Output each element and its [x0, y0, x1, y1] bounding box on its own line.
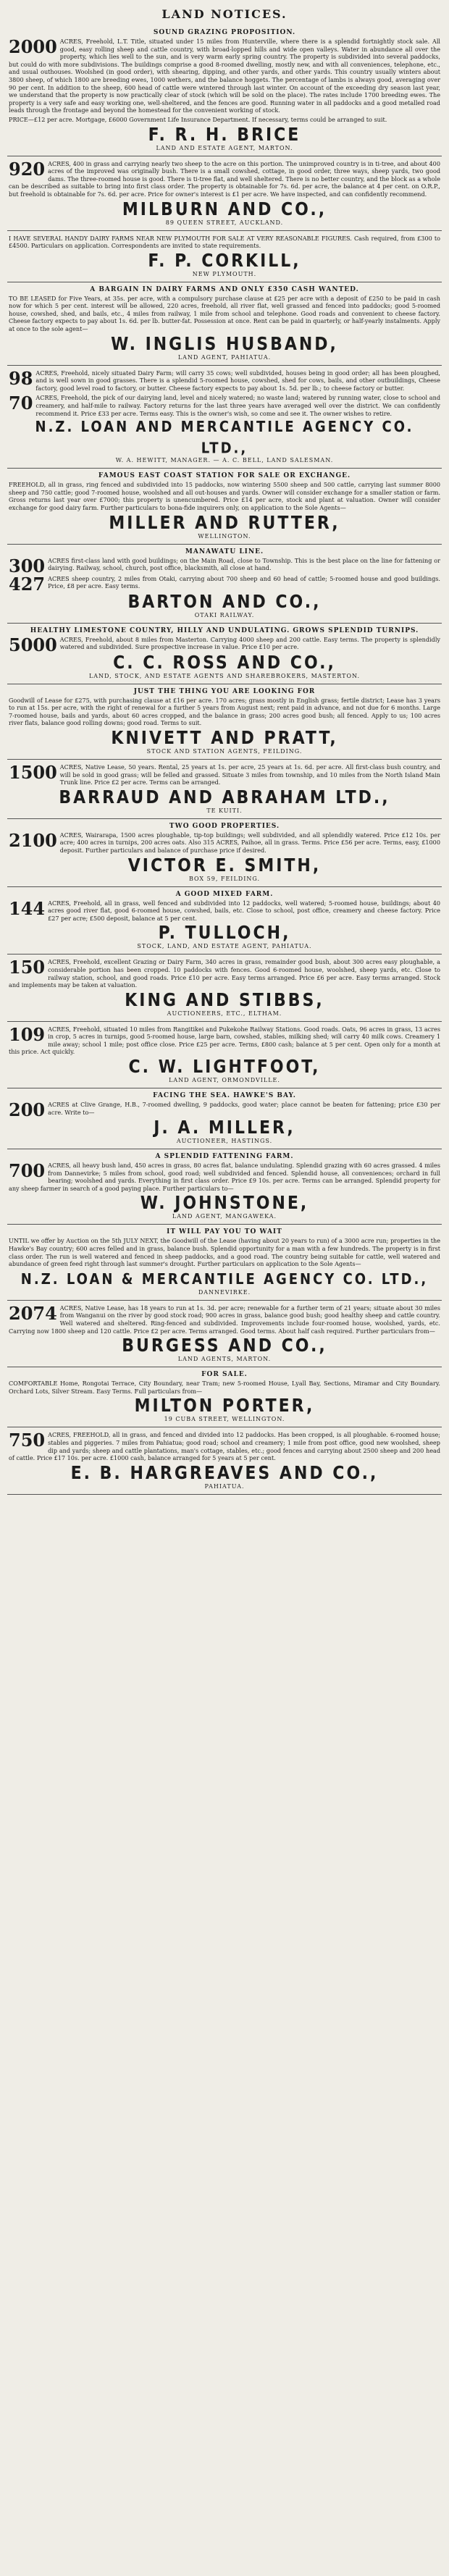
ad-heading: IT WILL PAY YOU TO WAIT — [167, 1228, 282, 1236]
ad-body — [9, 1162, 440, 1192]
ad-body-second — [9, 394, 440, 417]
advertiser-address: LAND AGENT, ORMONDVILLE. — [169, 1077, 280, 1084]
ad-text: ACRES, Freehold, nicely situated Dairy Farm; will carry 35 cows; well subdivided, houses being in good order; all has been ploughed, and is well sown in good grasses. There is a splendid 5-roomed house, cowshed, shed for cows, bails, and other outbuildings, Cheese factory, good level road to factory, or butter. Cheese factory expects to pay about 1s. 5d. per lb.; to cheese factory or butter. — [35, 369, 440, 392]
acreage-figure: 920 — [9, 158, 46, 180]
ad-heading: A BARGAIN IN DAIRY FARMS AND ONLY £350 CASH WANTED. — [90, 285, 359, 293]
ad-body — [9, 1099, 440, 1121]
land-advertisement — [7, 545, 442, 624]
advertiser-address: PAHIATUA. — [204, 1482, 245, 1490]
ad-body — [9, 831, 440, 855]
ad-body — [9, 1237, 440, 1267]
acreage-figure: 2074 — [9, 1302, 57, 1324]
advertiser-name: C. W. LIGHTFOOT, — [128, 1057, 321, 1078]
land-advertisement — [7, 366, 442, 469]
land-advertisement — [7, 1088, 442, 1149]
acreage-figure: 109 — [9, 1023, 46, 1045]
ad-heading: TWO GOOD PROPERTIES. — [169, 822, 280, 830]
ad-heading: FOR SALE. — [201, 1371, 248, 1379]
ad-text: UNTIL we offer by Auction on the 5th JULY NEXT, the Goodwill of the Lease (having about 20 years to run) of a 3000 acre run; properties in the Hawke's Bay country; 600 acres felled and in grass, balance bush. Splendid opportunity for a man with a few hundreds. The property is in first class order. The run is well watered and fenced in sheep paddocks, and a good road. The country being suitable for cattle, well watered and abundance of green feed right through last summer's drought. Further particulars on application to the Sole Agents— — [9, 1237, 440, 1268]
acreage-figure: 98 — [9, 367, 33, 389]
ad-text: ACRES, Freehold, the pick of our dairying land, level and nicely watered; no waste land; watered by running water, close to school and creamery, and half-mile to railway. Factory returns for the last three years have averaged well over the district. We can confidently recommend it. Price £33 per acre. Terms easy. This is the owner's wish, so come and see it. The owner wishes to retire. — [35, 394, 440, 417]
ad-body — [9, 481, 440, 511]
land-advertisement — [7, 624, 442, 684]
ad-text: ACRES, 400 in grass and carrying nearly two sheep to the acre on this portion. The unimproved country is in ti-tree, and about 400 acres of the improved was originally bush. There is a small cowshed, cottage, in good order, three ways, sheep yards, two good dams. The three-roomed house is good. There is ti-tree flat, and well sheltered. There is no better country, and the block as a whole can be described as suitable to bring into first class order. The property is obtainable for 7s. 6d. per acre, the balance at 4 per cent. on O.R.P., but freehold is obtainable for 7s. 6d. per acre. Price for owner's interest is £1 per acre. We have inspected, and can confidently recommend. — [9, 159, 440, 198]
ad-text: ACRES, Freehold, all in grass, well fenced and subdivided into 12 paddocks, well watered; 5-roomed house, buildings; about 40 acres good river flat, good 6-roomed house, cowshed, bails, etc. Close to school, post office, creamery and cheese factory. Price £27 per acre; £500 deposit, balance at 5 per cent. — [48, 899, 440, 922]
ad-text: COMFORTABLE Home, Rongotai Terrace, City Boundary, near Tram; new 5-roomed House, Lyall Bay, Sections, Miramar and City Boundary. Orchard Lots, Silver Stream. Easy Terms. Full particulars from— — [9, 1380, 440, 1395]
advertiser-address: AUCTIONEERS, ETC., ELTHAM. — [167, 1010, 282, 1017]
acreage-figure: 5000 — [9, 634, 57, 655]
ad-text: ACRES, Native Lease, 50 years. Rental, 25 years at 1s. per acre, 25 years at 1s. 6d. per acre. All first-class bush country, and will be sold in good grass; will be felled and grassed. Situate 3 miles from township, and 10 miles from the North Island Main Trunk line. Price £2 per acre. Terms can be arranged. — [59, 763, 440, 786]
advertiser-name: BARRAUD AND ABRAHAM LTD., — [59, 786, 390, 808]
land-notices-page — [7, 0, 442, 1495]
advertiser-name: BURGESS AND CO., — [122, 1335, 327, 1356]
advertiser-name: BARTON AND CO., — [127, 591, 322, 613]
advertiser-address: AUCTIONEER, HASTINGS. — [176, 1138, 273, 1145]
ad-text: ACRES at Clive Grange, H.B., 7-roomed dwelling, 9 paddocks, good water; place cannot be beaten for fattening; price £30 per acre. Write to— — [48, 1101, 440, 1116]
ad-body — [9, 899, 440, 923]
land-advertisement — [7, 1427, 442, 1494]
ad-heading: A GOOD MIXED FARM. — [175, 890, 274, 898]
land-advertisement — [7, 955, 442, 1021]
acreage-figure: 1500 — [9, 761, 57, 783]
ad-body — [9, 38, 440, 114]
acreage-figure: 427 — [9, 573, 46, 595]
advertiser-address: DANNEVIRKE. — [198, 1288, 251, 1296]
land-advertisement — [7, 819, 442, 887]
land-advertisement — [7, 684, 442, 760]
ad-heading: MANAWATU LINE. — [185, 547, 264, 555]
land-advertisement — [7, 1149, 442, 1225]
section-title: LAND NOTICES. — [161, 7, 288, 21]
ad-text: ACRES first-class land with good buildings; on the Main Road, close to Township. This is the best place on the line for fattening or dairying. Railway, school, church, post office, blacksmith, all close at hand. — [48, 556, 440, 572]
acreage-figure: 750 — [9, 1430, 46, 1451]
ad-body — [9, 697, 440, 727]
ad-heading: SOUND GRAZING PROPOSITION. — [153, 29, 296, 36]
land-advertisement — [7, 1022, 442, 1088]
ad-body — [9, 160, 440, 198]
land-advertisement — [7, 1367, 442, 1427]
acreage-figure: 2000 — [9, 36, 57, 57]
advertiser-address: WELLINGTON. — [198, 532, 251, 540]
advertiser-name: MILLER AND RUTTER, — [109, 512, 340, 534]
advertiser-address: STOCK, LAND, AND ESTATE AGENT, PAHIATUA. — [137, 943, 312, 950]
land-advertisement — [7, 469, 442, 544]
advertiser-name: VICTOR E. SMITH, — [127, 855, 322, 876]
advertiser-address: STOCK AND STATION AGENTS, FEILDING. — [146, 747, 303, 755]
ad-text: ACRES, Freehold, about 8 miles from Masterton. Carrying 4000 sheep and 200 cattle. Easy terms. The property is splendidly watered and subdivided. Sure prospective increase in value. Price £10 per acre. — [59, 635, 440, 651]
advertiser-address: LAND AGENTS, MARTON. — [177, 1356, 272, 1363]
ad-heading: JUST THE THING YOU ARE LOOKING FOR — [133, 687, 316, 695]
ad-body — [9, 369, 440, 393]
land-advertisement — [7, 887, 442, 955]
ad-text: ACRES, Wairarapa, 1500 acres ploughable, tip-top buildings; well subdivided, and all splendidly watered. Price £12 10s. per acre; 400 acres in turnips, 200 acres oats. Also 315 ACRES, Paihoe, all in grass. Terms. Price £56 per acre. Terms, easy, £1000 deposit. Further particulars and balance of purchase price if desired. — [59, 831, 440, 854]
land-advertisement — [7, 25, 442, 156]
land-advertisement — [7, 231, 442, 282]
ad-body-second — [9, 573, 440, 595]
advertiser-name: P. TULLOCH, — [158, 923, 291, 944]
ad-body — [9, 235, 440, 250]
ad-heading: FAMOUS EAST COAST STATION FOR SALE OR EXCHANGE. — [98, 472, 351, 480]
ad-body — [9, 1304, 440, 1335]
ad-text: ACRES, all heavy bush land, 450 acres in grass, 80 acres flat, balance undulating. Splendid grazing with 60 acres grassed. 4 miles from Dannevirke; 5 miles from school, good road; well subdivided and fenced. Splendid house, all conveniences; orchard in full bearing; woolshed and yards. Everything in first class order. Price £9 10s. per acre. Terms can be arranged. Splendid property for any sheep farmer in search of a good paying place. Further particulars to— — [9, 1162, 440, 1192]
advertiser-address: BOX 59, FEILDING. — [188, 875, 261, 882]
acreage-figure: 300 — [9, 555, 46, 576]
advertiser-address: TE KUITI. — [206, 807, 243, 814]
advertiser-address: LAND AGENT, MANGAWEKA. — [172, 1213, 277, 1220]
acreage-figure: 200 — [9, 1099, 46, 1121]
ad-price: PRICE—£12 per acre. Mortgage, £6000 Government Life Insurance Department. If necessary, terms could be arranged to suit. — [9, 115, 387, 123]
acreage-figure: 70 — [9, 393, 33, 414]
advertiser-name: MILBURN AND CO., — [122, 198, 327, 220]
advertiser-address: 89 QUEEN STREET, AUCKLAND. — [165, 219, 284, 226]
advertiser-address: NEW PLYMOUTH. — [192, 270, 257, 277]
ads-column — [7, 25, 442, 1495]
advertiser-name: J. A. MILLER, — [154, 1117, 295, 1138]
advertiser-name: F. R. H. BRICE — [148, 124, 301, 146]
acreage-figure: 700 — [9, 1160, 46, 1182]
advertiser-name: MILTON PORTER, — [134, 1396, 315, 1417]
land-advertisement — [7, 156, 442, 231]
acreage-figure: 144 — [9, 897, 46, 919]
ad-text: FREEHOLD, all in grass, ring fenced and subdivided into 15 paddocks, now wintering 5500 sheep and 500 cattle, carrying last summer 8000 sheep and 750 cattle; good 7-roomed house, woolshed and all out-houses and yards. Owner will consider exchange for a smaller station or farm. Gross returns last year over £7000; this property is unencumbered. Price £14 per acre, stock and plant at valuation. Owner will consider exchange for good dairy farm. Further particulars to bona-fide inquirers only, on application to the Sole Agents— — [9, 481, 440, 511]
ad-text: Goodwill of Lease for £275, with purchasing clause at £16 per acre. 170 acres; grass mostly in English grass; fertile district; Lease has 3 years to run at 15s. per acre, with the right of renewal for a further 5 years from August next; rent paid in advance, and not due for 6 months. Large 7-roomed house, bails and yards, about 60 acres cropped, and the balance in grass; 200 acres good bush; all fenced. Apply to us; 100 acres river flats, balance good rolling downs; good road. Terms to suit. — [9, 696, 440, 727]
ad-text: ACRES, Native Lease, has 18 years to run at 1s. 3d. per acre; renewable for a further term of 21 years; situate about 30 miles from Wanganui on the river by good stock road; 900 acres in grass, balance good bush; good healthy sheep and cattle country. Well watered and sheltered. Ring-fenced and subdivided. Improvements include four-roomed house, woolshed, yards, etc. Carrying now 1800 sheep and 120 cattle. Price £2 per acre. Terms arranged. Good terms. About half cash required. Further particulars from— — [9, 1304, 440, 1335]
advertiser-name: N.Z. LOAN & MERCANTILE AGENCY CO. LTD., — [20, 1270, 429, 1288]
advertiser-address: LAND AGENT, PAHIATUA. — [177, 353, 272, 361]
advertiser-address: W. A. HEWITT, MANAGER. — A. C. BELL, LAND SALESMAN. — [115, 457, 334, 464]
advertiser-name: KING AND STIBBS, — [125, 989, 324, 1011]
ad-body — [9, 555, 440, 576]
acreage-figure: 150 — [9, 957, 46, 978]
advertiser-name: W. INGLIS HUSBAND, — [111, 333, 338, 355]
ad-text: ACRES, FREEHOLD, all in grass, and fenced and divided into 12 paddocks. Has been cropped, is all ploughable. 6-roomed house; stables and piggeries. 7 miles from Pahiatua; good road; school and creamery; 1 mile from post office, good new woolshed, sheep dip and yards; sheep and cattle plantations, man's cottage, stables, etc.; good fences and carrying about 2500 sheep and 200 head of cattle. Price £17 10s. per acre. £1000 cash, balance arranged for 5 years at 5 per cent. — [9, 1431, 440, 1462]
ad-body — [9, 1431, 440, 1461]
ad-body — [9, 1380, 440, 1395]
advertiser-address: 19 CUBA STREET, WELLINGTON. — [164, 1416, 285, 1423]
land-advertisement — [7, 1301, 442, 1367]
ad-body — [9, 1025, 440, 1056]
ad-body — [9, 958, 440, 989]
ad-text: ACRES sheep country, 2 miles from Otaki, carrying about 700 sheep and 60 head of cattle; 5-roomed house and good buildings. Price, £8 per acre. Easy terms. — [48, 574, 440, 590]
ad-heading: A SPLENDID FATTENING FARM. — [155, 1153, 294, 1161]
advertiser-address: LAND AND ESTATE AGENT, MARTON. — [156, 144, 293, 151]
land-advertisement — [7, 760, 442, 819]
ad-text: ACRES, Freehold, situated 10 miles from Rangitikei and Pukekohe Railway Stations. Good roads. Oats, 96 acres in grass, 13 acres in crop, 5 acres in turnips, good 5-roomed house, large barn, cowshed, stables, milking shed; will carry 40 milk cows. Creamery 1 mile away; school 1 mile; post office close. Price £25 per acre. Terms, £800 cash; balance at 5 per cent. Open only for a month at this price. Act quickly. — [9, 1025, 440, 1056]
advertiser-address: OTAKI RAILWAY. — [194, 611, 255, 618]
acreage-figure: 2100 — [9, 829, 57, 851]
ad-heading: FACING THE SEA. HAWKE'S BAY. — [153, 1092, 296, 1100]
advertiser-name: F. P. CORKILL, — [148, 250, 301, 272]
ad-text: ACRES, Freehold, excellent Grazing or Dairy Farm, 340 acres in grass, remainder good bush, about 300 acres easy ploughable, a considerable portion has been cropped. 10 paddocks with fences. Good 6-roomed house, woolshed, sheep yards, etc. Close to railway station, school, and good roads. Price £10 per acre. Easy terms arranged. Price £6 per acre. Easy terms arranged. Stock and implements may be taken at valuation. — [9, 958, 440, 989]
ad-text: TO BE LEASED for Five Years, at 35s. per acre, with a compulsory purchase clause at £25 per acre with a deposit of £250 to be paid in cash now for which 5 per cent. interest will be allowed, 220 acres, freehold, all river flat, well grassed and fenced into paddocks; good 5-roomed house, cowshed, shed, and bails, etc., 4 miles from railway, 1 mile from school and telephone. Good roads and convenient to cheese factory. Cheese factory expects to pay about 1s. 6d. per lb. butter-fat. Possession at once. Rent can be paid in quarterly, or half-yearly instalments. Apply at once to the sole agent— — [9, 294, 440, 333]
ad-text: ACRES, Freehold, L.T. Title, situated under 15 miles from Hunterville, where there is a splendid fortnightly stock sale. All good, easy rolling sheep and cattle country, with broad-lopped hills and wide open valleys. Water in abundance all over the property, which lies well to the sun, and is very warm early spring country. The property is subdivided into several paddocks, but could do with more subdivisions. The buildings comprise a good 8-roomed dwelling, mostly new, and with all conveniences, telephone, etc., and usual outhouses. Woolshed (in good order), with shearing, dipping, and other yards, and other yards. This country usually winters about 3800 sheep, of which 1800 are breeding ewes, 1000 wethers, and the balance hoggets. The percentage of lambs is always good, averaging over 90 per cent. In addition to the sheep, 600 head of cattle were wintered through last winter. On account of the exceeding dry season last year, we understand that the property is now practically clear of stock (which will be sold on the place). The rates include 1700 breeding ewes. The property is a very safe and easy working one, well-sheltered, and the fences are good. Running water in all paddocks and a good metalled road leads through the frontage and beyond the homestead for the convenient working of stock. — [9, 38, 440, 114]
land-advertisement — [7, 282, 442, 366]
advertiser-name: W. JOHNSTONE, — [140, 1193, 309, 1214]
ad-body — [9, 634, 440, 655]
advertiser-name: C. C. ROSS AND CO., — [113, 652, 336, 674]
ad-text: I HAVE SEVERAL HANDY DAIRY FARMS NEAR NEW PLYMOUTH FOR SALE AT VERY REASONABLE FIGURES. Cash required, from £300 to £4500. Particulars on application. Correspondents are invited to state requirements. — [9, 234, 440, 250]
ad-heading: HEALTHY LIMESTONE COUNTRY, HILLY AND UNDULATING. GROWS SPLENDID TURNIPS. — [30, 626, 419, 634]
land-advertisement — [7, 1225, 442, 1300]
ad-body — [9, 763, 440, 786]
ad-body — [9, 295, 440, 333]
advertiser-name: E. B. HARGREAVES AND CO., — [70, 1462, 379, 1484]
advertiser-name: N.Z. LOAN AND MERCANTILE AGENCY CO. LTD., — [35, 418, 414, 458]
advertiser-name: KNIVETT AND PRATT, — [111, 728, 338, 749]
advertiser-address: LAND, STOCK, AND ESTATE AGENTS AND SHAREBROKERS, MASTERTON. — [88, 672, 361, 679]
